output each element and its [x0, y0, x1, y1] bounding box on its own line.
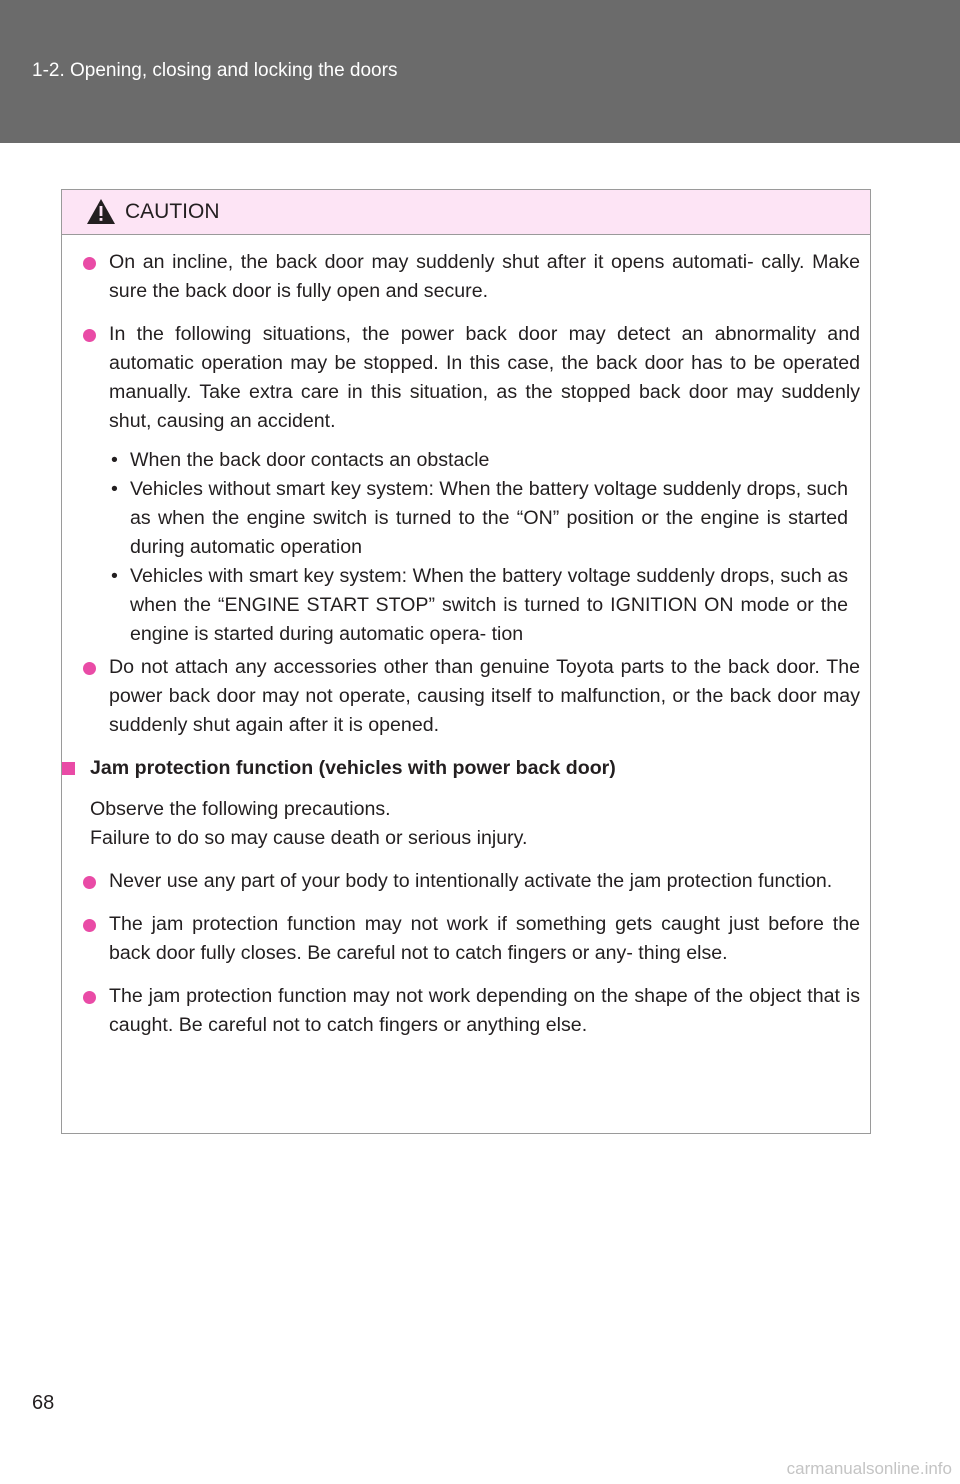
list-item: On an incline, the back door may suddenly shut after it opens automati- cally. Make sure the back door is fully open and secure. — [62, 248, 870, 306]
bullet-dot-icon — [83, 991, 96, 1004]
bullet-dot-icon — [83, 919, 96, 932]
bullet-dot-icon — [83, 329, 96, 342]
list-item: Never use any part of your body to intentionally activate the jam protection function. — [62, 867, 870, 896]
list-item: The jam protection function may not work depending on the shape of the object that is caught. Be careful not to catch fingers or anything else. — [62, 982, 870, 1040]
bullet-dot-icon — [83, 257, 96, 270]
sub-list-item: • Vehicles without smart key system: When the battery voltage suddenly drops, such as when the engine switch is turned to the “ON” position or the engine is started during automatic operation — [111, 478, 848, 558]
caution-content — [62, 234, 870, 1040]
watermark: carmanualsonline.info — [786, 1459, 952, 1478]
page-number: 68 — [32, 1392, 55, 1414]
square-bullet-icon — [62, 762, 75, 775]
list-item: Do not attach any accessories other than genuine Toyota parts to the back door. The power back door may not operate, causing itself to malfunction, or the back door may suddenly shut again after it is opened. — [62, 653, 870, 740]
list-item: The jam protection function may not work if something gets caught just before the back door fully closes. Be careful not to catch fingers or any- thing else. — [62, 910, 870, 968]
subsection-heading: Jam protection function (vehicles with power back door) — [62, 754, 870, 783]
page-header — [0, 0, 960, 143]
bullet-dot-icon — [83, 876, 96, 889]
sub-list-item: • Vehicles with smart key system: When the battery voltage suddenly drops, such as when the “ENGINE START STOP” switch is turned to IGNITION ON mode or the engine is started during automatic opera- tion — [111, 565, 848, 645]
sub-list-item: • When the back door contacts an obstacle — [111, 449, 490, 471]
caution-label: CAUTION — [125, 200, 220, 223]
caution-box — [61, 189, 871, 1134]
section-title: 1-2. Opening, closing and locking the doors — [32, 60, 398, 81]
list-item: In the following situations, the power back door may detect an abnormality and automatic operation may be stopped. In this case, the back door has to be operated manually. Take extra care in this situation, as the stopped back door may suddenly shut, causing an accident. — [62, 320, 870, 436]
subsection-text: Observe the following precautions. Failure to do so may cause death or serious injury. — [90, 798, 528, 849]
caution-header — [62, 190, 870, 235]
warning-icon — [86, 198, 116, 225]
sub-list — [62, 446, 870, 649]
bullet-dot-icon — [83, 662, 96, 675]
